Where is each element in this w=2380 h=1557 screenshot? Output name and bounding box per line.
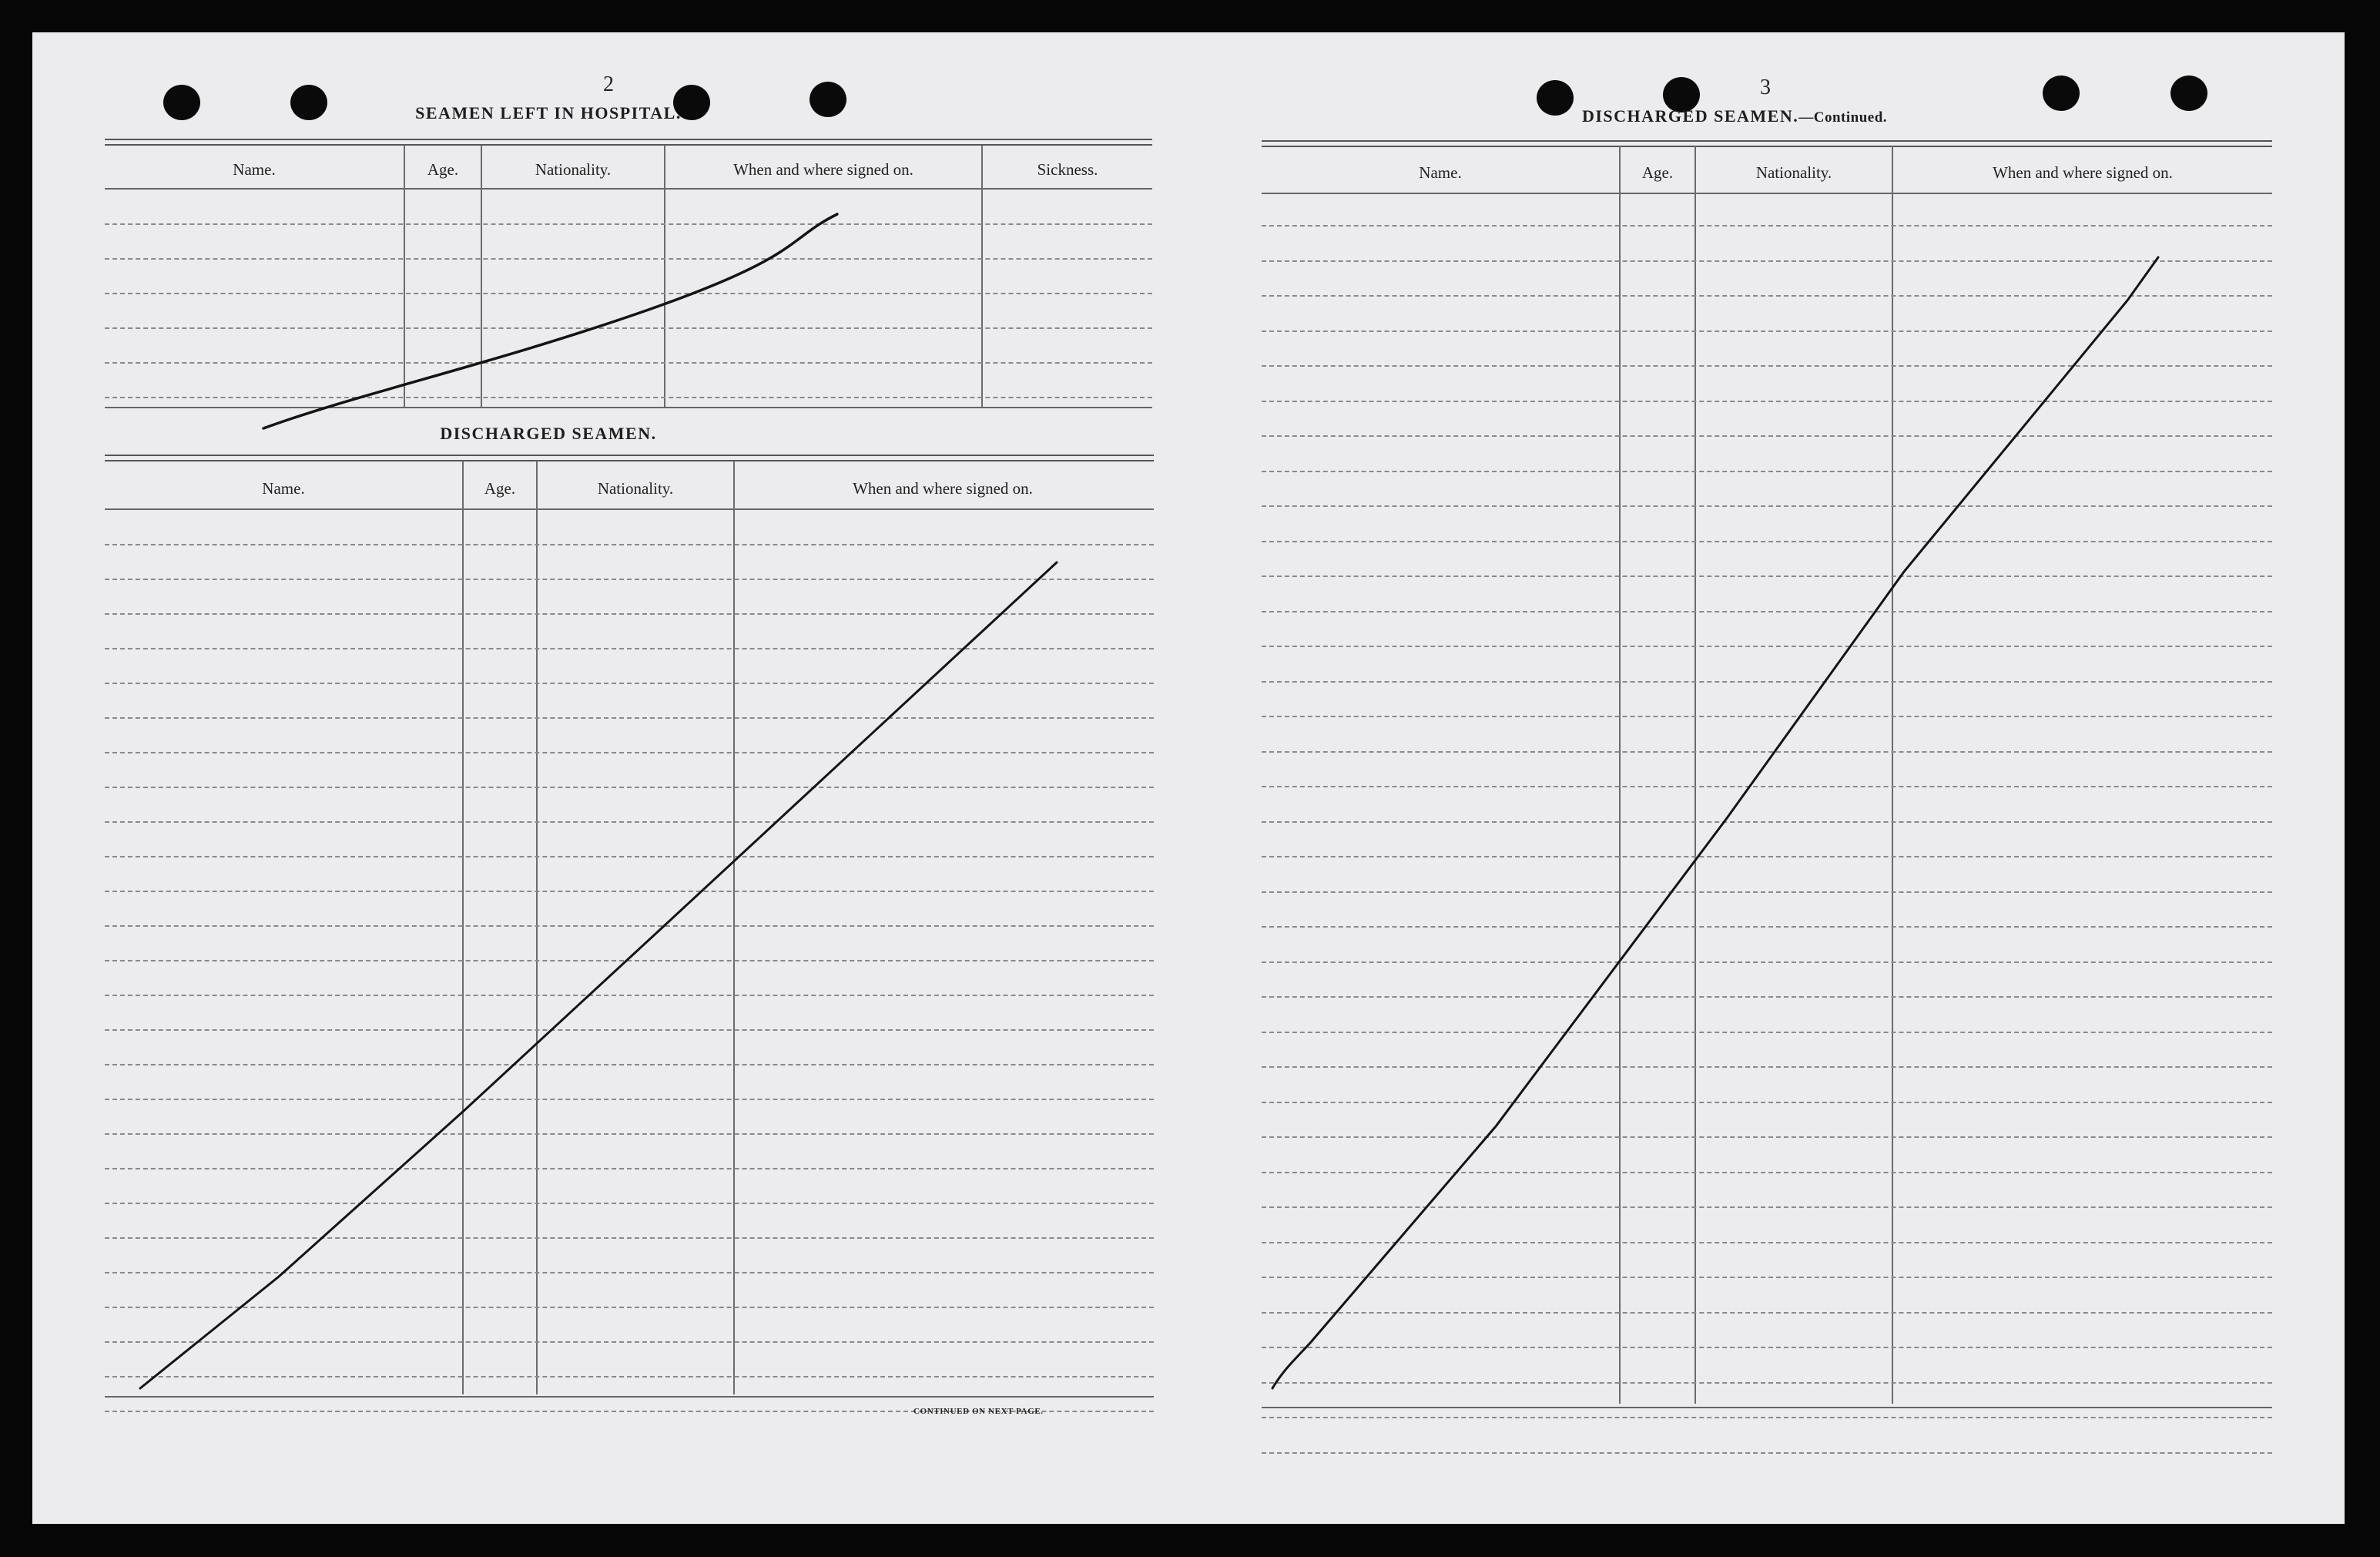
- hospital-section-title: SEAMEN LEFT IN HOSPITAL.: [415, 103, 682, 122]
- col-head-nationality: Nationality.: [1755, 163, 1832, 182]
- pen-strikethrough-strokes: [32, 32, 2345, 1524]
- col-head-age: Age.: [1641, 163, 1674, 182]
- col-head-age: Age.: [427, 160, 459, 179]
- hospital-strike-line: [263, 214, 837, 428]
- col-head-nationality: Nationality.: [535, 160, 612, 179]
- discharged-right-strike-line: [1272, 257, 2158, 1388]
- continued-footer: CONTINUED ON NEXT PAGE.: [913, 1407, 1044, 1416]
- discharged-section-title: DISCHARGED SEAMEN.: [440, 424, 657, 443]
- page-number-left: 2: [603, 72, 614, 96]
- discharged-left-strike-line: [140, 562, 1057, 1388]
- col-head-name: Name.: [233, 160, 276, 179]
- col-head-signed-on: When and where signed on.: [1993, 163, 2173, 182]
- page-number-right: 3: [1760, 76, 1771, 99]
- title-main: DISCHARGED SEAMEN.: [1581, 106, 1799, 126]
- col-head-signed-on: When and where signed on.: [853, 479, 1033, 498]
- col-head-name: Name.: [1419, 163, 1462, 182]
- document-sheet: [32, 32, 2345, 1524]
- col-head-sickness: Sickness.: [1037, 160, 1098, 179]
- col-head-nationality: Nationality.: [597, 479, 674, 498]
- col-head-signed-on: When and where signed on.: [733, 160, 913, 179]
- col-head-age: Age.: [484, 479, 516, 498]
- title-suffix: —Continued.: [1798, 109, 1888, 126]
- col-head-name: Name.: [262, 479, 305, 498]
